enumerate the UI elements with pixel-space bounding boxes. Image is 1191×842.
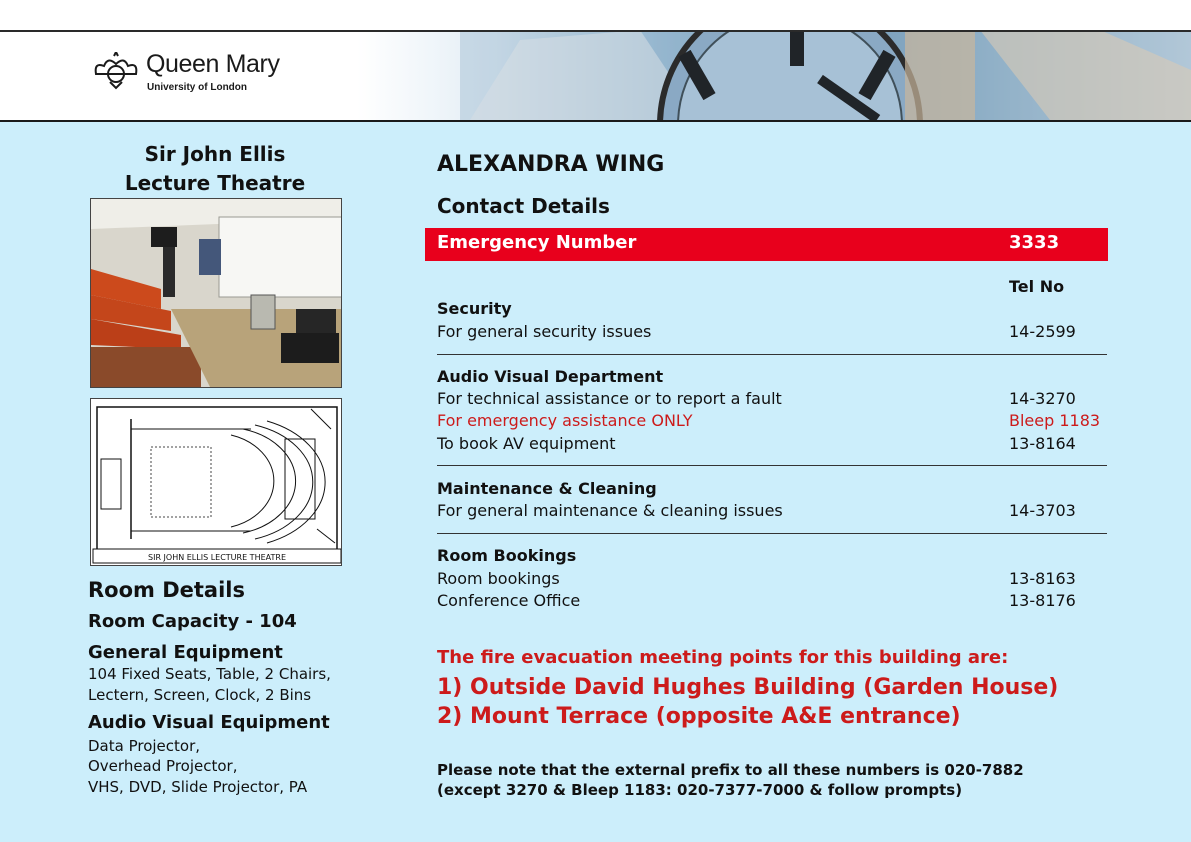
emergency-number: 3333: [1009, 232, 1060, 253]
prefix-note-line2: (except 3270 & Bleep 1183: 020-7377-7000 & follow prompts): [437, 781, 963, 799]
divider: [437, 465, 1107, 466]
fire-evacuation-heading: The fire evacuation meeting points for this building are:: [437, 647, 1009, 668]
av-equipment-line1: Data Projector,: [88, 737, 201, 755]
av-line2: For emergency assistance ONLY: [437, 411, 693, 430]
general-equipment-heading: General Equipment: [88, 642, 283, 663]
av-number1: 14-3270: [1009, 389, 1076, 408]
av-heading: Audio Visual Department: [437, 367, 664, 386]
maintenance-heading: Maintenance & Cleaning: [437, 479, 657, 498]
general-equipment-line2: Lectern, Screen, Clock, 2 Bins: [88, 686, 312, 704]
maintenance-line: For general maintenance & cleaning issues: [437, 501, 783, 520]
bookings-heading: Room Bookings: [437, 546, 577, 565]
security-line: For general security issues: [437, 322, 652, 341]
contact-details-heading: Contact Details: [437, 194, 610, 218]
av-equipment-line2: Overhead Projector,: [88, 757, 238, 775]
institution-name: Queen Mary: [146, 50, 280, 78]
av-number3: 13-8164: [1009, 434, 1076, 453]
av-line3: To book AV equipment: [437, 434, 616, 453]
emergency-label: Emergency Number: [437, 232, 637, 253]
security-heading: Security: [437, 299, 512, 318]
bookings-line1: Room bookings: [437, 569, 560, 588]
bookings-line2: Conference Office: [437, 591, 581, 610]
lecture-theatre-title: [88, 140, 342, 198]
institution-subtitle: University of London: [147, 82, 247, 93]
room-photo-graphic: [91, 199, 342, 388]
floor-plan-graphic: [91, 399, 342, 566]
floor-plan: [90, 398, 342, 566]
lecture-theatre-photo: [90, 198, 342, 388]
divider: [437, 533, 1107, 534]
av-number2: Bleep 1183: [1009, 411, 1101, 430]
lecture-theatre-title-line1: Sir John Ellis: [144, 142, 286, 166]
av-line1: For technical assistance or to report a fault: [437, 389, 782, 408]
prefix-note-line1: Please note that the external prefix to all these numbers is 020-7882: [437, 761, 1024, 779]
queen-mary-logo: [90, 50, 290, 102]
security-number: 14-2599: [1009, 322, 1076, 341]
bookings-number2: 13-8176: [1009, 591, 1076, 610]
av-equipment-line3: VHS, DVD, Slide Projector, PA: [88, 778, 308, 796]
maintenance-number: 14-3703: [1009, 501, 1076, 520]
divider: [437, 354, 1107, 355]
crown-icon: [90, 52, 142, 90]
plan-caption: SIR JOHN ELLIS LECTURE THEATRE: [148, 553, 286, 562]
tel-no-header: Tel No: [1009, 277, 1065, 296]
fire-point-2: 2) Mount Terrace (opposite A&E entrance): [437, 704, 961, 729]
building-title: ALEXANDRA WING: [437, 152, 665, 177]
fire-point-1: 1) Outside David Hughes Building (Garden House): [437, 675, 1059, 700]
av-equipment-heading: Audio Visual Equipment: [88, 712, 330, 733]
general-equipment-line1: 104 Fixed Seats, Table, 2 Chairs,: [88, 665, 331, 683]
header-rule: [0, 30, 1191, 32]
room-capacity: Room Capacity - 104: [88, 611, 297, 632]
emergency-number-bar: [425, 228, 1108, 261]
bookings-number1: 13-8163: [1009, 569, 1076, 588]
lecture-theatre-title-line2: Lecture Theatre: [124, 171, 306, 195]
room-details-heading: Room Details: [88, 578, 245, 602]
